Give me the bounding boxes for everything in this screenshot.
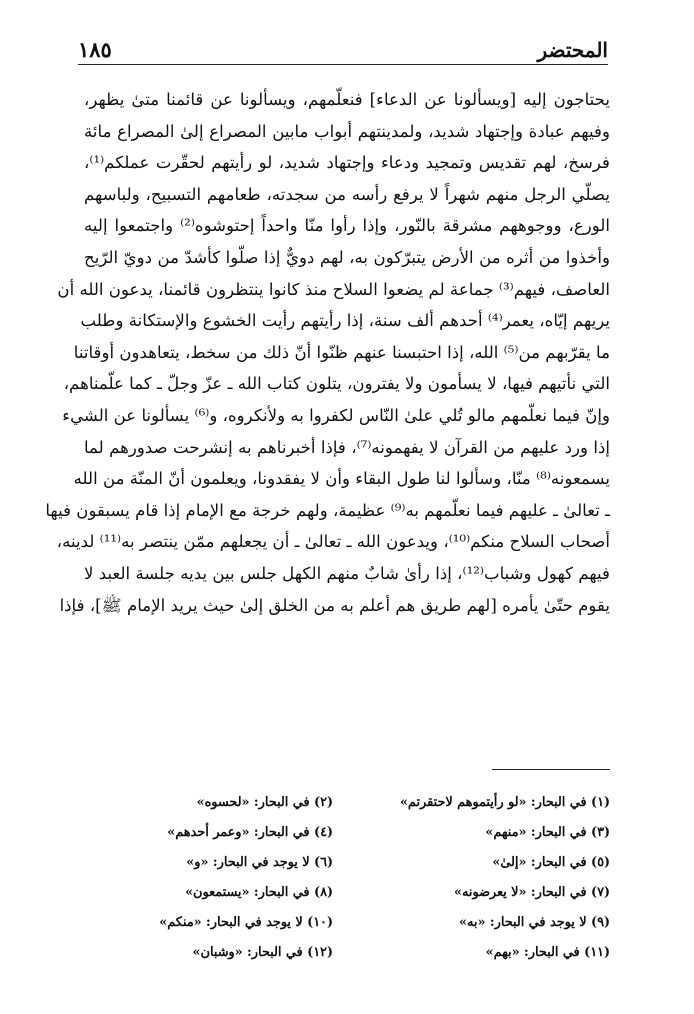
text-line: ـ تعالىٰ ـ عليهم فيما نعلّمهم به⁽⁹⁾ عظيمة، ولهم خرجة مع الإمام إذا قام يسبقون فيها xyxy=(45,500,610,520)
text-line: يحتاجون إليه [ويسألونا عن الدعاء] فنعلّمهم، ويسألونا عن قائمنا متىٰ يظهر، xyxy=(84,90,610,109)
text-line: التي نأتيهم فيها، لا يسأمون ولا يفترون، يتلون كتاب الله ـ عزّ وجلّ ـ كما علّمناهم، xyxy=(63,374,610,394)
footnote: (٦) لا يوجد في البحار: «و» xyxy=(186,855,333,870)
text-line: أصحاب السلاح منكم⁽¹⁰⁾، ويدعون الله ـ تعالىٰ ـ أن يجعلهم ممّن ينتصر به⁽¹¹⁾ لدينه، xyxy=(56,532,610,552)
text-line: الورع، ووجوههم مشرقة بالنّور، وإذا رأوا منّا واحداً إحتوشوه⁽²⁾ واجتمعوا إليه xyxy=(84,216,611,236)
text-line: يريهم إيّاه، يعمر⁽⁴⁾ أحدهم ألف سنة، إذا رأيتهم رأيت الخشوع والإستكانة وطلب xyxy=(80,311,610,331)
text-line: يقوم حتّىٰ يأمره [لهم طريق هم أعلم به من الخلق إلىٰ حيث يريد الإمام ﷺ]، فإذا xyxy=(59,595,610,615)
text-line: فيهم كهول وشباب⁽¹²⁾، إذا رأىٰ شابٌ منهم الكهل جلس بين يديه جلسة العبد لا xyxy=(84,563,610,583)
footnote: (٢) في البحار: «لحسوه» xyxy=(196,795,333,810)
running-title: المحتضر xyxy=(537,38,608,62)
text-line: العاصف، فيهم⁽³⁾ جماعة لم يضعوا السلاح منذ كانوا ينتظرون قائمنا، يدعون الله أن xyxy=(57,279,610,299)
text-line: وإنّ فيما نعلّمهم مالو تُلي علىٰ النّاس لكفروا به ولأنكروه، و⁽⁶⁾ يسألونا عن الشيء xyxy=(62,405,610,425)
footnote: (١١) في البحار: «بهم» xyxy=(485,945,610,960)
footnotes xyxy=(84,788,610,968)
footnote: (٤) في البحار: «وعمر أحدهم» xyxy=(167,825,333,840)
footnote: (٥) في البحار: «إلىٰ» xyxy=(492,855,610,870)
text-line: ما يقرّبهم من⁽⁵⁾ الله، إذا احتبسنا عنهم ظنّوا أنّ ذلك من سخط، يتعاهدون أوقاتنا xyxy=(73,342,610,362)
footnote: (١٢) في البحار: «وشبان» xyxy=(192,945,333,960)
footnote: (٧) في البحار: «لا يعرضونه» xyxy=(454,885,610,900)
text-line: وأخذوا من أثره من الأرض يتبرّكون به، لهم دويٌّ إذا صلّوا كأشدّ من دويّ الرّيح xyxy=(84,247,610,267)
footnote: (١) في البحار: «لو رأيتموهم لاحتقرتم» xyxy=(399,795,610,810)
footnote-separator xyxy=(492,769,610,770)
footnote: (١٠) لا يوجد في البحار: «منكم» xyxy=(159,915,333,930)
page-header xyxy=(78,28,608,65)
text-line: إذا ورد عليهم من القرآن لا يفهمونه⁽⁷⁾، فإذا أخبرناهم به إنشرحت صدورهم لما xyxy=(84,437,610,457)
page-number: ١٨٥ xyxy=(78,37,112,62)
text-line: يسمعونه⁽⁸⁾ منّا، وسألوا لنا طول البقاء وأن لا يفقدونا، ويعلمون أنّ المنّة من الله xyxy=(73,469,610,489)
body-text xyxy=(45,84,611,621)
text-line: يصلّي الرجل منهم شهراً لا يرفع رأسه من سجدته، طعامهم التسبيح، ولباسهم xyxy=(84,184,610,204)
footnote: (٨) في البحار: «يستمعون» xyxy=(185,885,333,900)
text-line: وفيهم عبادة وإجتهاد شديد، ولمدينتهم أبواب مابين المصراع إلىٰ المصراع مائة xyxy=(84,121,610,141)
footnote: (٩) لا يوجد في البحار: «به» xyxy=(459,915,610,930)
footnote: (٣) في البحار: «منهم» xyxy=(485,825,610,840)
text-line: فرسخ، لهم تقديس وتمجيد ودعاء وإجتهاد شديد، لو رأيتهم لحقّرت عملكم⁽¹⁾، xyxy=(84,153,610,173)
